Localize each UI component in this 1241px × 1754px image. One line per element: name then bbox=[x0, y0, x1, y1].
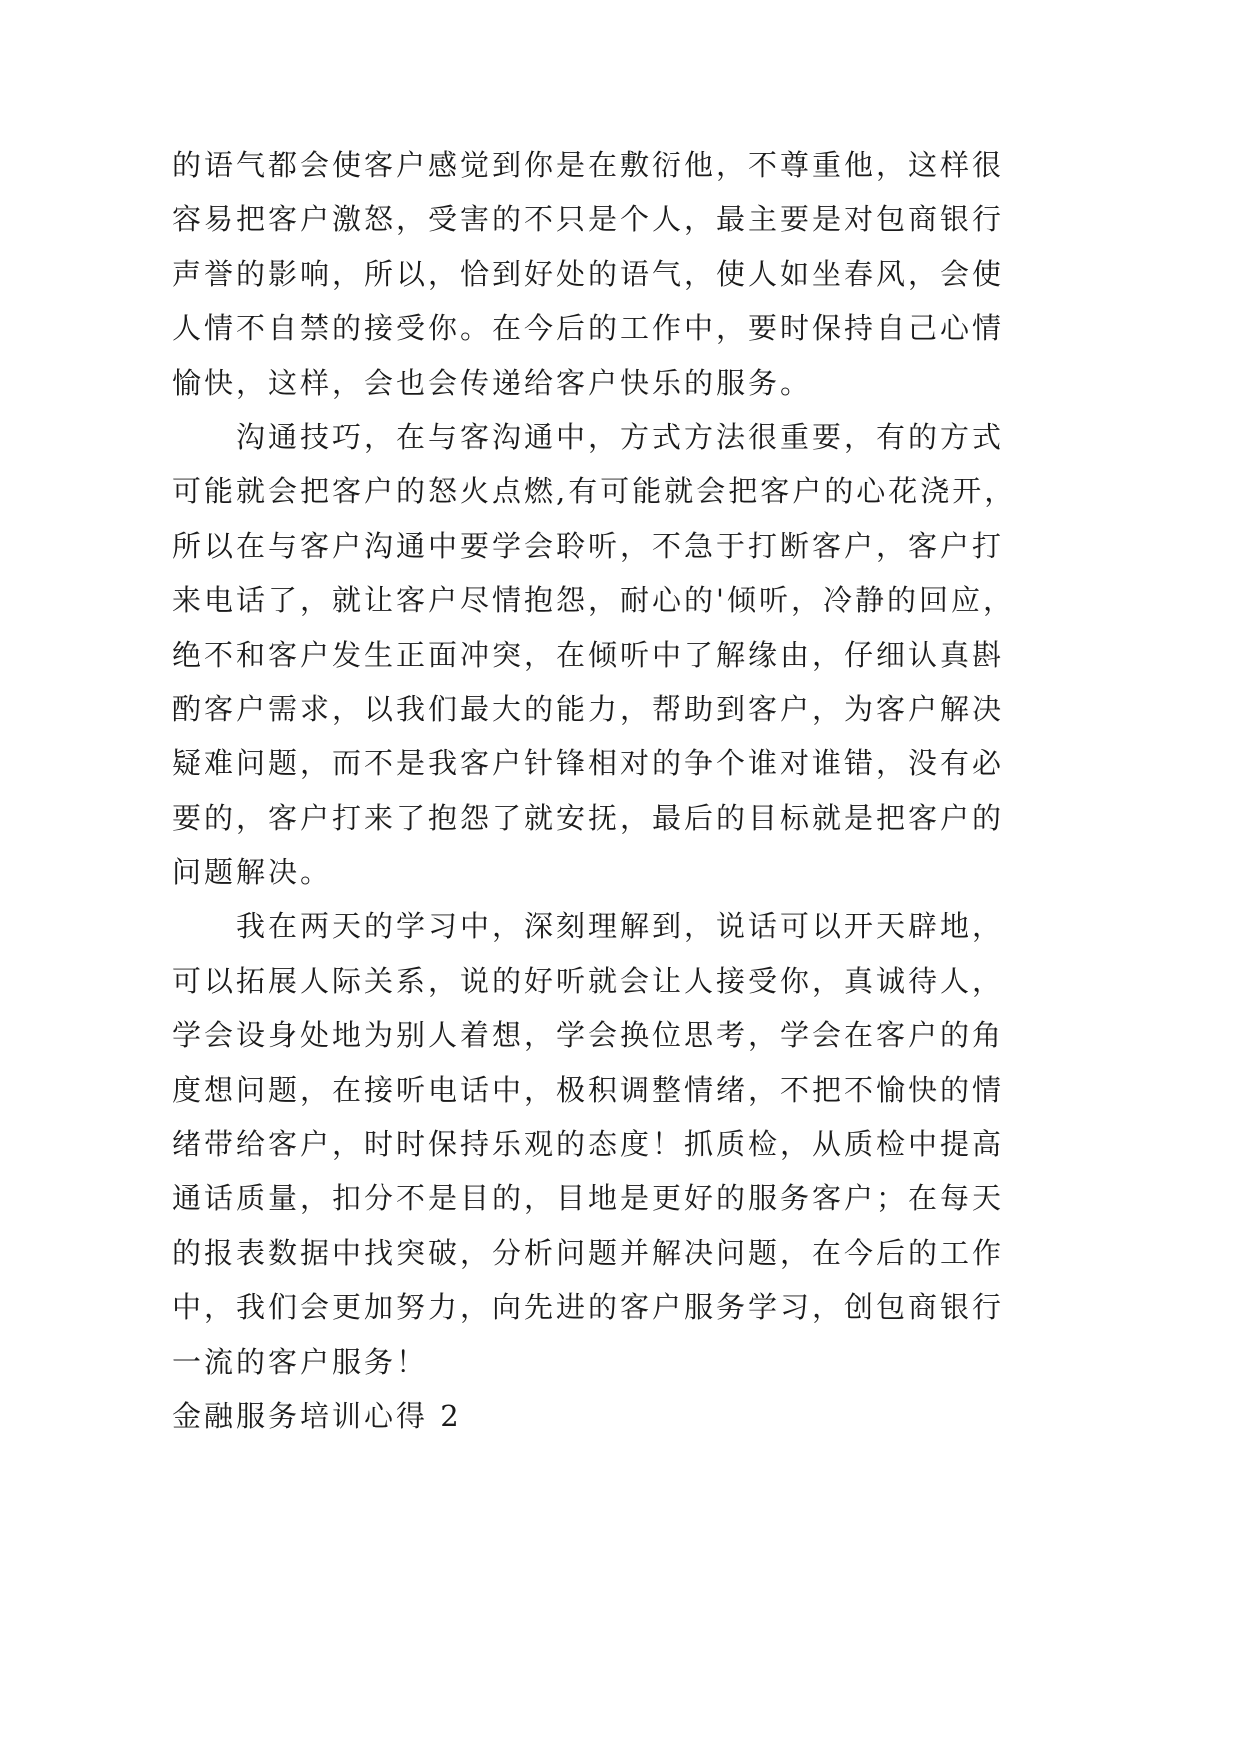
paragraph-line: 愉快，这样，会也会传递给客户快乐的服务。 bbox=[172, 365, 813, 400]
paragraph-line: 酌客户需求，以我们最大的能力，帮助到客户，为客户解决 bbox=[172, 691, 1005, 726]
paragraph-line: 度想问题，在接听电话中，极积调整情绪，不把不愉快的情 bbox=[172, 1072, 1005, 1107]
paragraph-line: 要的，客户打来了抱怨了就安抚，最后的目标就是把客户的 bbox=[172, 800, 1005, 835]
paragraph-first-line: 沟通技巧，在与客沟通中，方式方法很重要，有的方式 bbox=[236, 419, 1005, 454]
paragraph-3 bbox=[172, 899, 1172, 1389]
paragraph-line: 一流的客户服务！ bbox=[172, 1344, 429, 1379]
paragraph-line: 人情不自禁的接受你。在今后的工作中，要时保持自己心情 bbox=[172, 311, 1005, 346]
paragraph-line: 的报表数据中找突破，分析问题并解决问题，在今后的工作 bbox=[172, 1235, 1005, 1270]
paragraph-line: 疑难问题，而不是我客户针锋相对的争个谁对谁错，没有必 bbox=[172, 746, 1005, 781]
paragraph-line: 容易把客户激怒，受害的不只是个人，最主要是对包商银行 bbox=[172, 202, 1005, 237]
paragraph-line: 学会设身处地为别人着想，学会换位思考，学会在客户的角 bbox=[172, 1018, 1005, 1053]
paragraph-line: 来电话了，就让客户尽情抱怨，耐心的'倾听，冷静的回应， bbox=[172, 583, 1015, 618]
paragraph-2 bbox=[172, 410, 1172, 900]
paragraph-line: 中，我们会更加努力，向先进的客户服务学习，创包商银行 bbox=[172, 1290, 1005, 1325]
document-body bbox=[172, 138, 1172, 1443]
paragraph-line: 绪带给客户，时时保持乐观的态度！抓质检，从质检中提高 bbox=[172, 1127, 1005, 1162]
paragraph-line: 的语气都会使客户感觉到你是在敷衍他，不尊重他，这样很 bbox=[172, 148, 1005, 182]
paragraph-line: 通话质量，扣分不是目的，目地是更好的服务客户；在每天 bbox=[172, 1181, 1005, 1216]
paragraph-line: 声誉的影响，所以，恰到好处的语气，使人如坐春风，会使 bbox=[172, 256, 1005, 291]
paragraph-line: 所以在与客户沟通中要学会聆听，不急于打断客户，客户打 bbox=[172, 528, 1005, 563]
paragraph-1 bbox=[172, 138, 1172, 410]
section-heading: 金融服务培训心得 2 bbox=[172, 1398, 462, 1433]
paragraph-line: 可能就会把客户的怒火点燃,有可能就会把客户的心花浇开， bbox=[172, 474, 1017, 509]
paragraph-line: 绝不和客户发生正面冲突，在倾听中了解缘由，仔细认真斟 bbox=[172, 637, 1005, 672]
paragraph-line: 问题解决。 bbox=[172, 855, 333, 890]
paragraph-line: 可以拓展人际关系，说的好听就会让人接受你，真诚待人， bbox=[172, 963, 1005, 998]
paragraph-first-line: 我在两天的学习中，深刻理解到，说话可以开天辟地， bbox=[236, 909, 1005, 944]
